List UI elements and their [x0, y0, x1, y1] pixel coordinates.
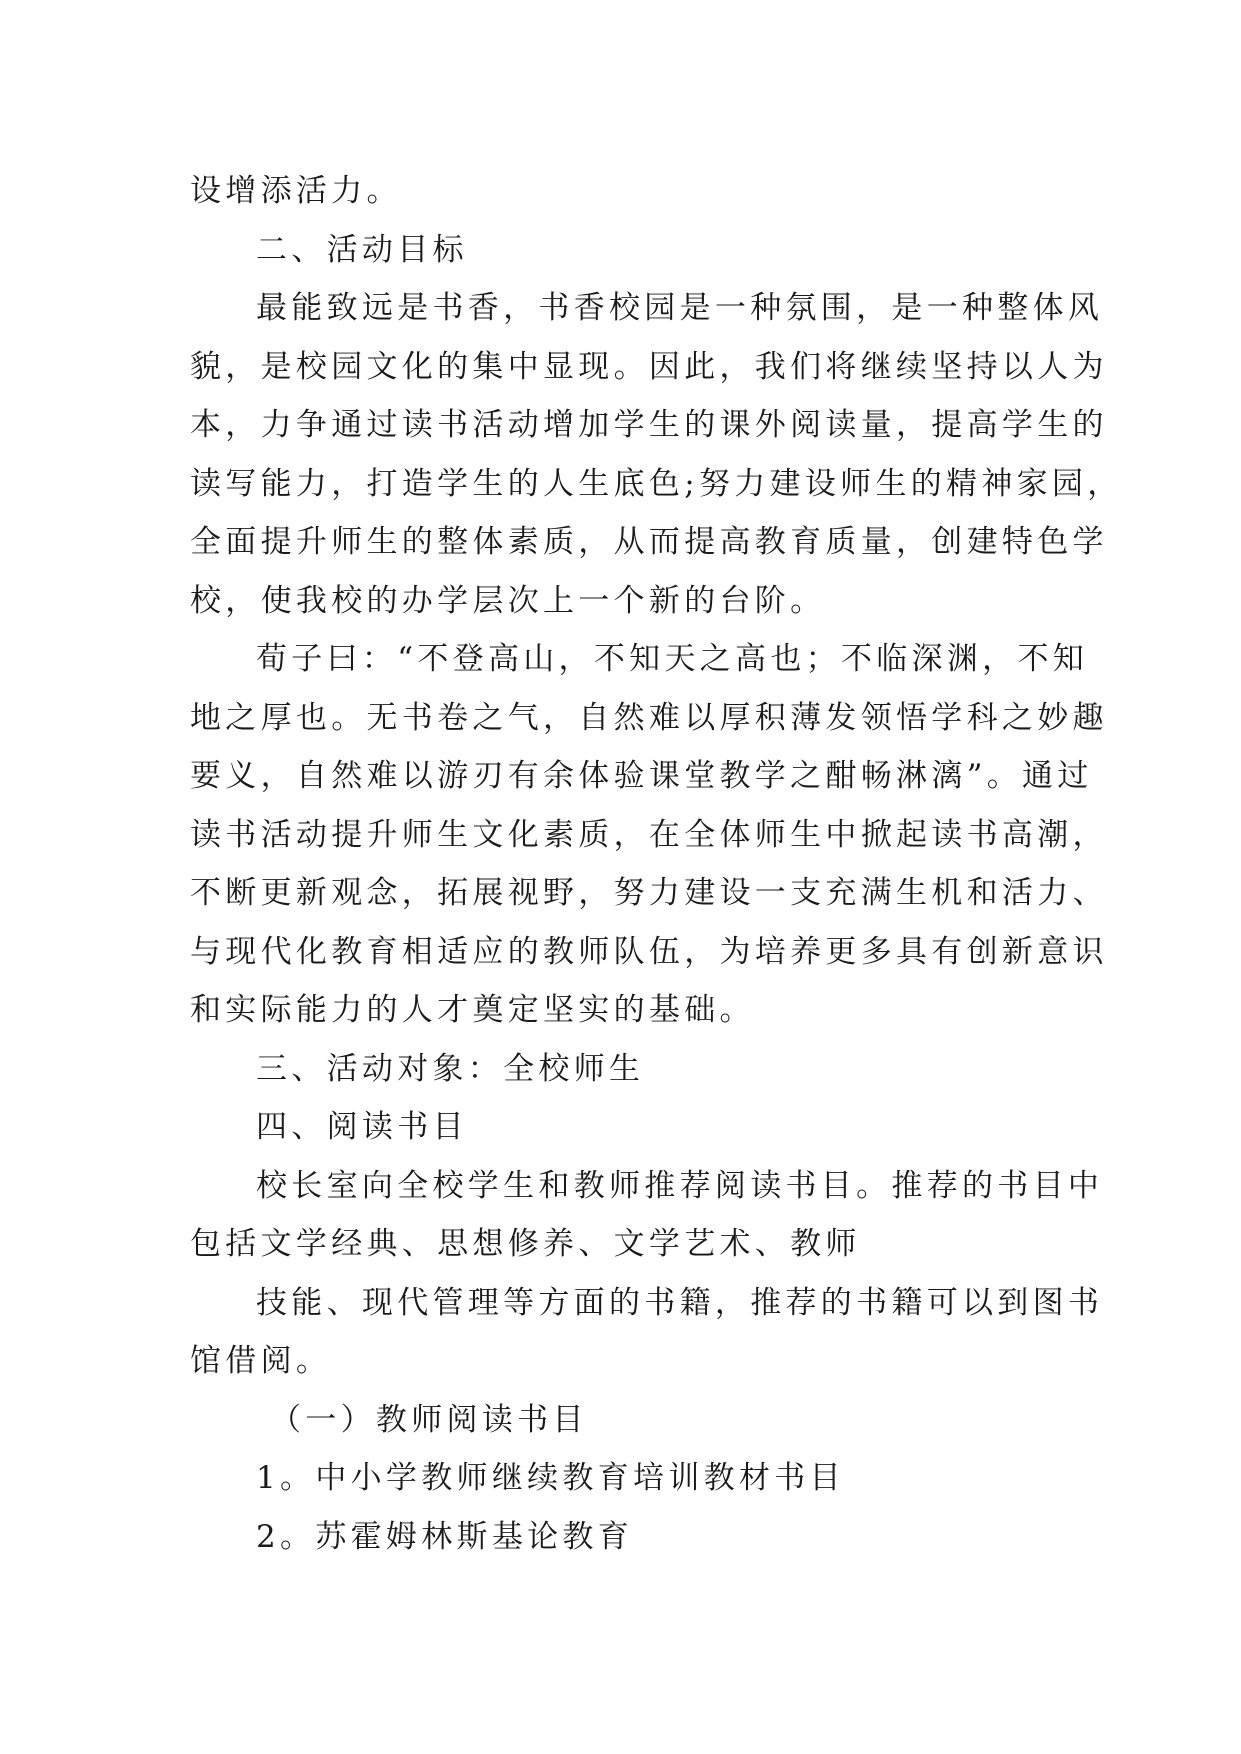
- section-heading-audience: 三、活动对象：全校师生: [256, 1050, 645, 1087]
- paragraph-line: 校，使我校的办学层次上一个新的台阶。: [190, 582, 826, 619]
- paragraph-line: 本，力争通过读书活动增加学生的课外阅读量，提高学生的: [190, 407, 1108, 443]
- paragraph-line: 全面提升师生的整体素质，从而提高教育质量，创建特色学: [190, 524, 1108, 560]
- section-heading-reading-list: 四、阅读书目: [256, 1109, 468, 1145]
- paragraph-line: 技能、现代管理等方面的书籍，推荐的书籍可以到图书: [256, 1284, 1104, 1321]
- paragraph-line: 设增添活力。: [190, 173, 402, 209]
- paragraph-line: 包括文学经典、思想修养、文学艺术、教师: [190, 1226, 861, 1262]
- paragraph-line: 不断更新观念，拓展视野，努力建设一支充满生机和活力、: [190, 875, 1108, 911]
- paragraph-line: 貌，是校园文化的集中显现。因此，我们将继续坚持以人为: [190, 348, 1108, 385]
- paragraph-line: 和实际能力的人才奠定坚实的基础。: [190, 992, 755, 1028]
- subsection-heading-teacher-books: （一）教师阅读书目: [270, 1401, 588, 1438]
- paragraph-line: 馆借阅。: [190, 1343, 332, 1379]
- list-item: 2。苏霍姆林斯基论教育: [256, 1518, 634, 1555]
- list-item: 1。中小学教师继续教育培训教材书目: [256, 1460, 845, 1496]
- paragraph-line: 荀子曰：“不登高山，不知天之高也；不临深渊，不知: [256, 641, 1089, 677]
- paragraph-line: 与现代化教育相适应的教师队伍，为培养更多具有创新意识: [190, 933, 1108, 970]
- section-heading-goals: 二、活动目标: [256, 231, 468, 268]
- paragraph-line: 最能致远是书香，书香校园是一种氛围，是一种整体风: [256, 290, 1104, 326]
- paragraph-line: 读写能力，打造学生的人生底色;努力建设师生的精神家园，: [190, 465, 1123, 502]
- paragraph-line: 地之厚也。无书卷之气，自然难以厚积薄发领悟学科之妙趣: [190, 699, 1108, 736]
- paragraph-line: 校长室向全校学生和教师推荐阅读书目。推荐的书目中: [256, 1167, 1104, 1204]
- paragraph-line: 要义，自然难以游刃有余体验课堂教学之酣畅淋漓”。通过: [190, 758, 1093, 794]
- paragraph-line: 读书活动提升师生文化素质，在全体师生中掀起读书高潮，: [190, 816, 1108, 853]
- document-body: [190, 162, 1123, 1566]
